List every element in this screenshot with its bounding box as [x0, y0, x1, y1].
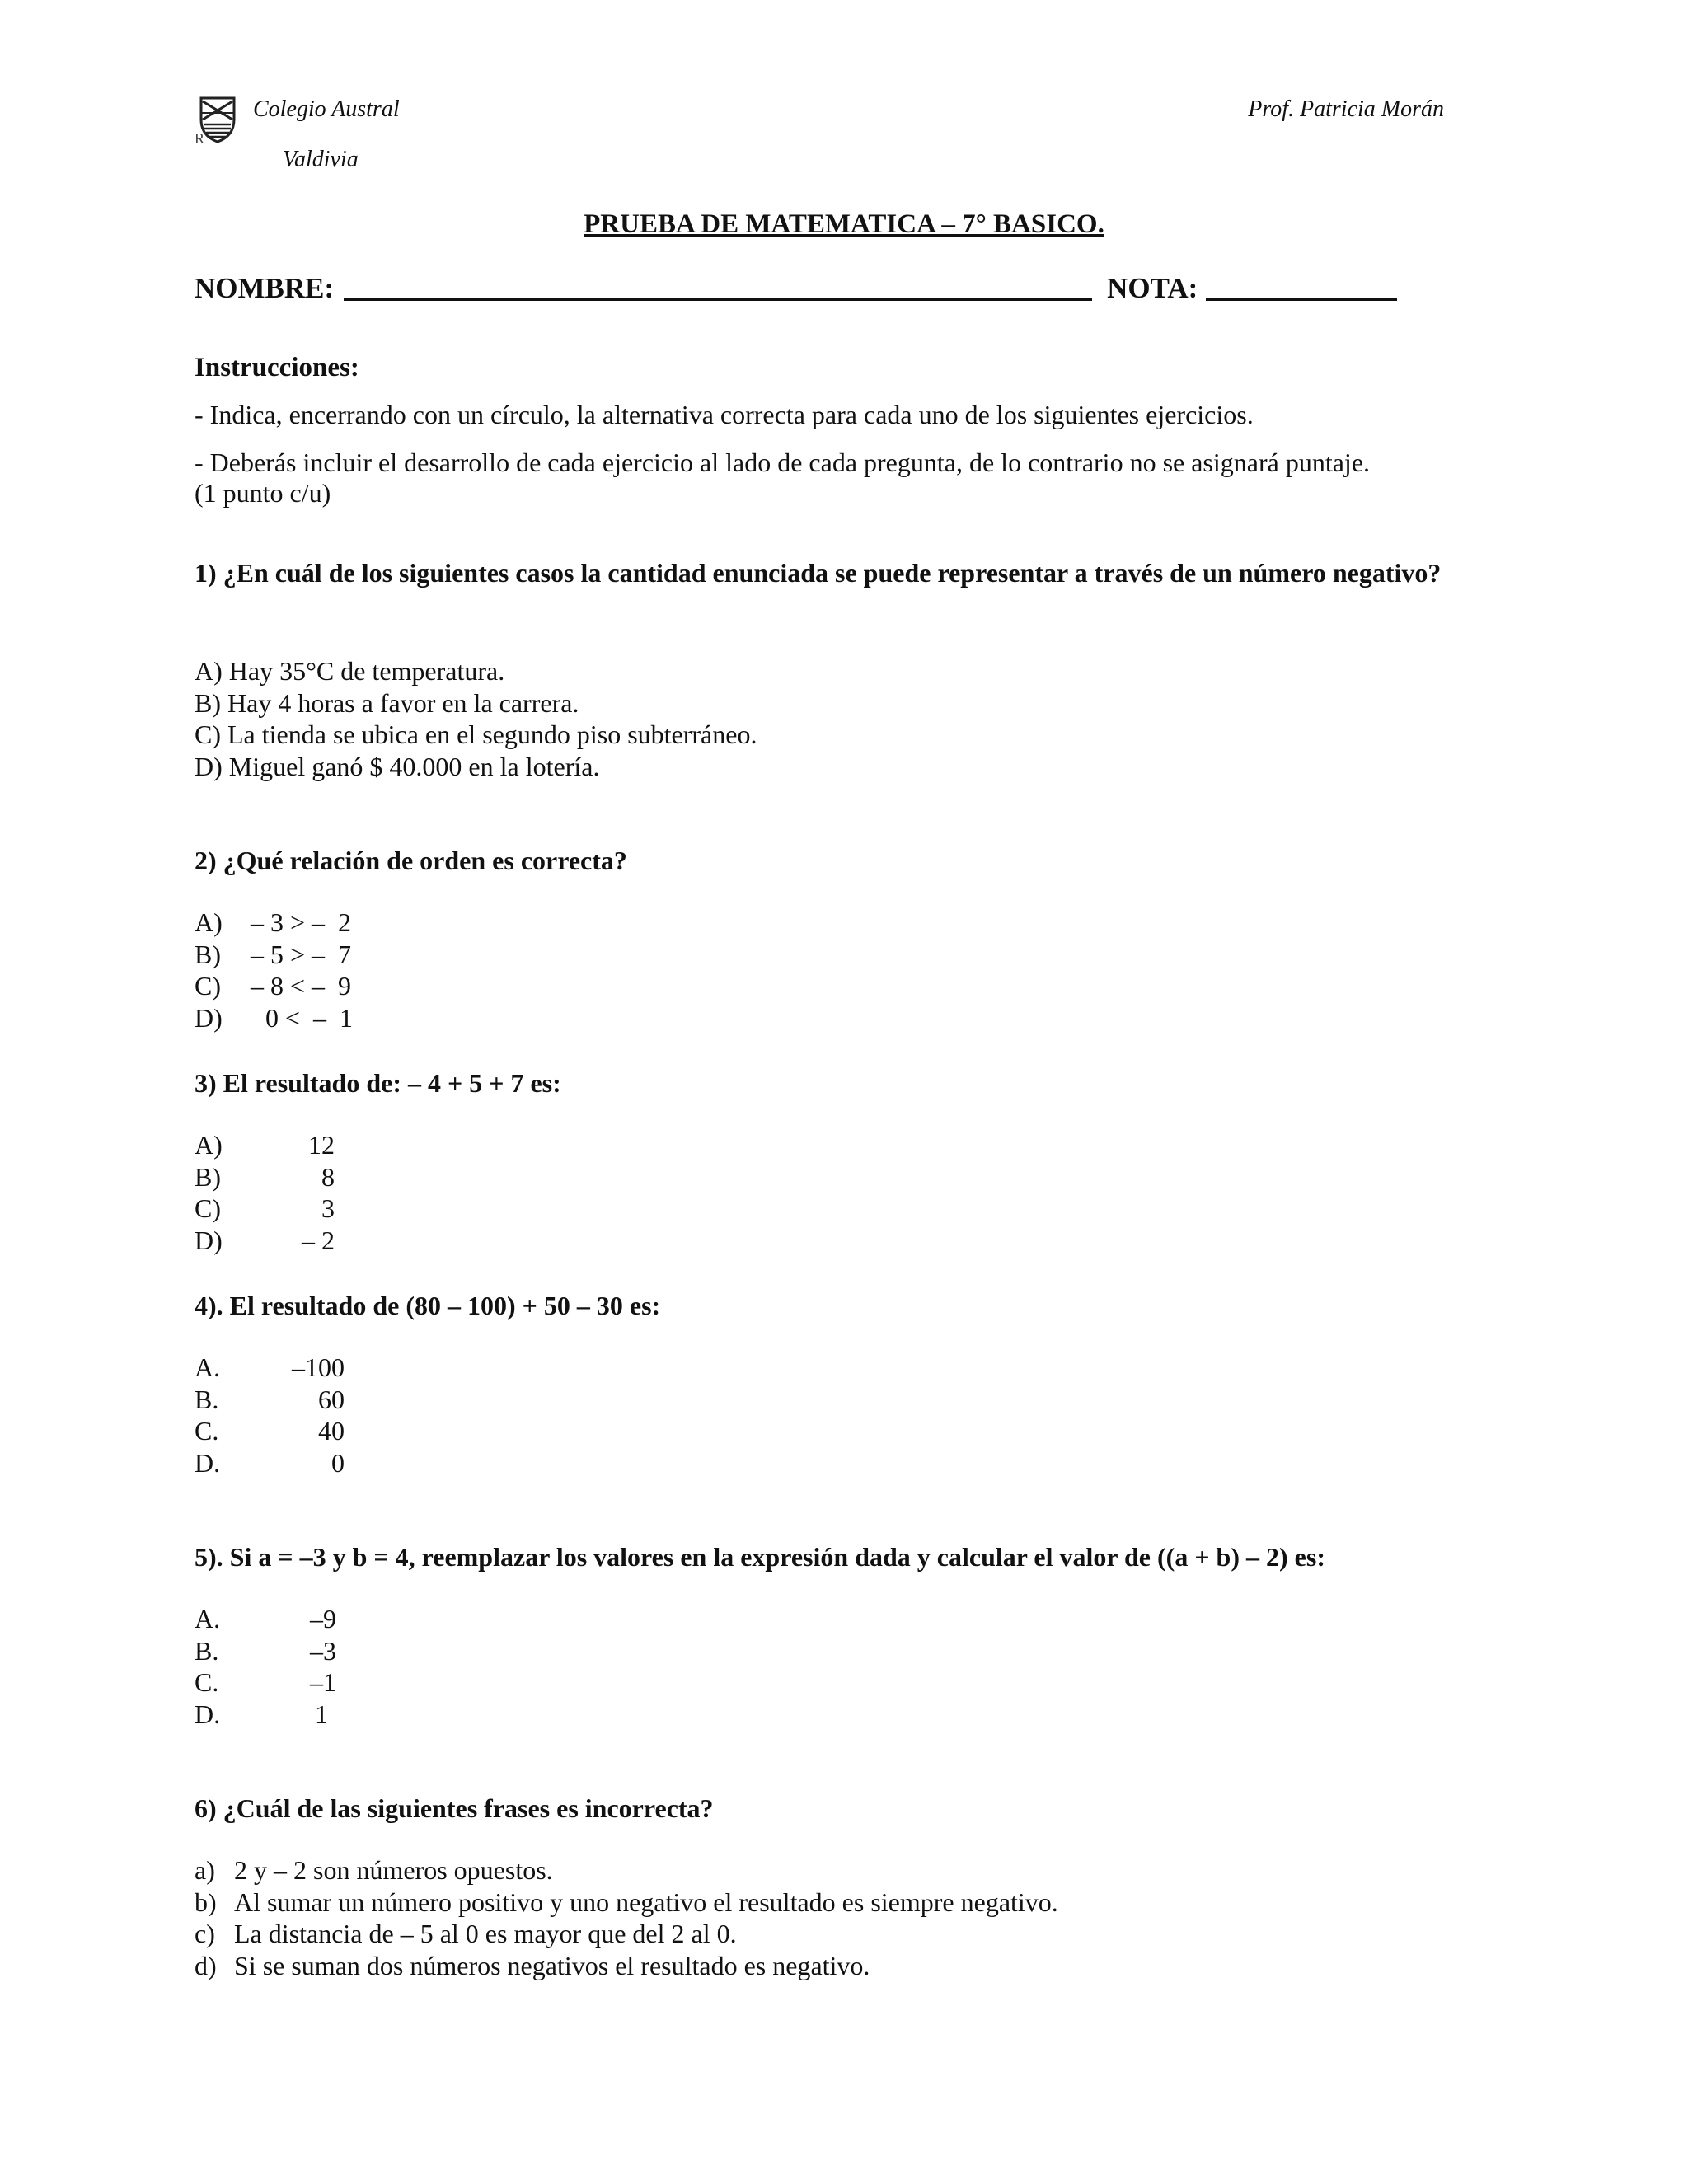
question-1: 1) ¿En cuál de los siguientes casos la cantidad enunciada se puede representar a través de un número negativo?	[195, 558, 1442, 588]
question-5: 5). Si a = –3 y b = 4, reemplazar los valores en la expresión dada y calcular el valor de ((a + b) – 2) es:	[195, 1542, 1325, 1572]
school-city: Valdivia	[283, 147, 359, 172]
question-3: 3) El resultado de: – 4 + 5 + 7 es:	[195, 1068, 561, 1098]
name-blank[interactable]	[344, 298, 1092, 301]
grade-label: NOTA:	[1107, 272, 1198, 304]
question-4: 4). El resultado de (80 – 100) + 50 – 30 es:	[195, 1291, 661, 1320]
page-title: PRUEBA DE MATEMATICA – 7° BASICO.	[584, 209, 1104, 239]
exam-page: R Colegio Austral Valdivia Prof. Patricia Morán PRUEBA DE MATEMATICA – 7° BASICO. NOMBRE: NOTA: Instrucciones: - Indica, encerrando con un círculo, la alternativa correcta para cada uno de los siguientes ejercicios. - Deberás incluir el desarrollo de cada ejercicio al lado de cada pregunta, de lo contrario no se asignará puntaje. (1 punto c/u) 1) ¿En cuál de los siguientes casos la cantidad enunciada se puede representar a través de un número negativo? A) Hay 35°C de temperatura. B) Hay 4 horas a favor en la carrera. C) La tienda se ubica en el segundo piso subterráneo. D) Miguel ganó $ 40.000 en la lotería. 2) ¿Qué relación de orden es correcta? A) – 3 > – 2 B) – 5 > – 7 C) – 8 < – 9 D) 0 < – 1 3) El resultado de: – 4 + 5 + 7 es: A) 12 B) 8 C) 3 D) – 2 4). El resultado de (80 – 100) + 50 – 30 es: A. –100 B. 60 C. 40 D. 0 5). Si a = –3 y b = 4, reemplazar los valores en la expresión dada y calcular el valor de ((a + b) – 2) es: A. –9 B. –3 C. –1 D. 1 6) ¿Cuál de las siguientes frases es incorrecta? a) 2 y – 2 son números opuestos. b) Al sumar un número positivo y uno negativo el resultado es siempre negativo. c) La distancia de – 5 al 0 es mayor que del 2 al 0. d) Si se suman dos números negativos el resultado es negativo.	[0, 0, 1688, 2184]
question-6: 6) ¿Cuál de las siguientes frases es incorrecta?	[195, 1793, 714, 1823]
teacher-name: Prof. Patricia Morán	[1248, 96, 1444, 122]
instructions-heading: Instrucciones:	[195, 353, 359, 382]
school-name: Colegio Austral	[253, 96, 400, 122]
instruction-line-2: - Deberás incluir el desarrollo de cada ejercicio al lado de cada pregunta, de lo contrario no se asignará puntaje.	[195, 448, 1371, 477]
question-2: 2) ¿Qué relación de orden es correcta?	[195, 846, 627, 875]
instruction-line-3: (1 punto c/u)	[195, 478, 331, 508]
grade-blank[interactable]	[1206, 298, 1397, 301]
name-label: NOMBRE:	[195, 272, 335, 304]
logo-mark: R	[195, 130, 205, 147]
instruction-line-1: - Indica, encerrando con un círculo, la alternativa correcta para cada uno de los siguientes ejercicios.	[195, 400, 1254, 429]
student-fields	[195, 272, 1397, 305]
